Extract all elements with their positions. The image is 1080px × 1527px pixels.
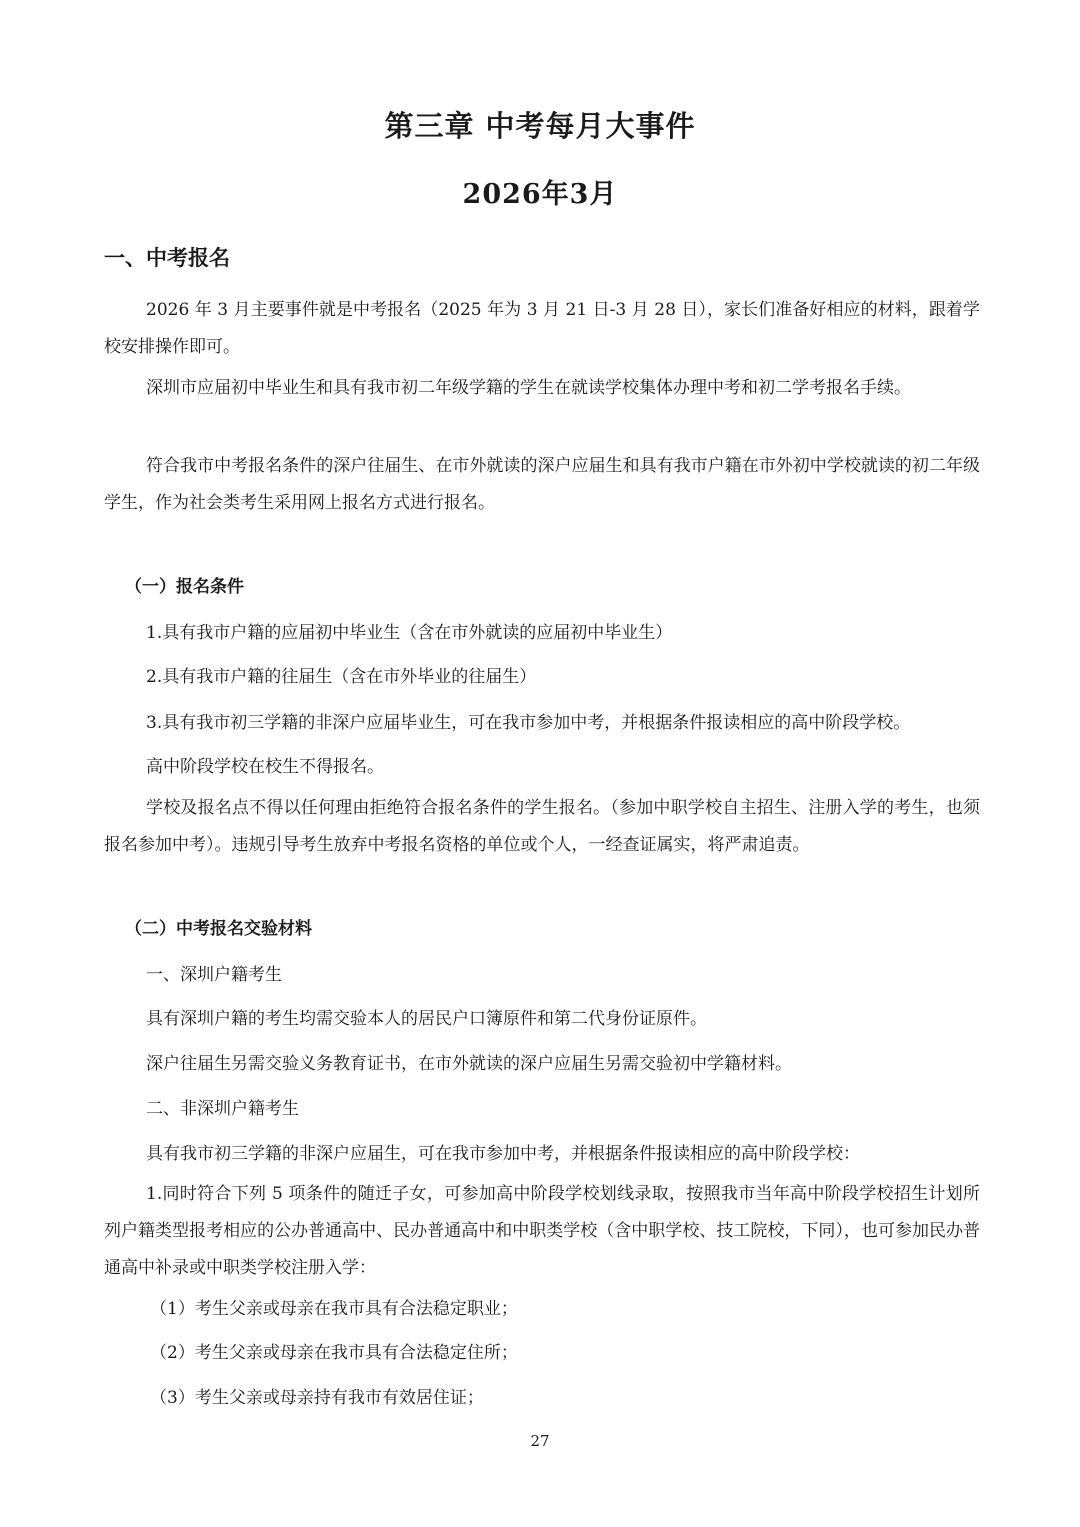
list-item: 2.具有我市户籍的往届生（含在市外毕业的往届生） <box>146 667 537 687</box>
condition-item: （2）考生父亲或母亲在我市具有合法稳定住所； <box>150 1343 518 1363</box>
subsection-heading-materials: （二）中考报名交验材料 <box>125 919 312 939</box>
page-number: 27 <box>530 1432 550 1450</box>
list-item: 一、深圳户籍考生 <box>146 965 282 985</box>
list-item: 具有我市初三学籍的非深户应届生，可在我市参加中考，并根据条件报读相应的高中阶段学校： <box>146 1144 860 1164</box>
month-title: 2026年3月 <box>462 179 618 210</box>
paragraph-condition-intro: 1.同时符合下列 5 项条件的随迁子女，可参加高中阶段学校划线录取，按照我市当年高中阶段学校招生计划所列户籍类型报考相应的公办普通高中、民办普通高中和中职类学校（含中职学校、技工院校，下同），也可参加民办普通高中补录或中职类学校注册入学： <box>104 1184 980 1278</box>
condition-item: （3）考生父亲或母亲持有我市有效居住证； <box>150 1388 484 1408</box>
paragraph-note: 学校及报名点不得以任何理由拒绝符合报名条件的学生报名。（参加中职学校自主招生、注册入学的考生，也须报名参加中考）。违规引导考生放弃中考报名资格的单位或个人，一经查证属实，将严肃追责。 <box>104 798 980 855</box>
chapter-title: 第三章 中考每月大事件 <box>384 109 696 143</box>
list-item: 二、非深圳户籍考生 <box>146 1099 299 1119</box>
list-item: 3.具有我市初三学籍的非深户应届毕业生，可在我市参加中考，并根据条件报读相应的高中阶段学校。 <box>146 713 911 733</box>
condition-item: （1）考生父亲或母亲在我市具有合法稳定职业； <box>150 1299 518 1319</box>
list-item: 1.具有我市户籍的应届初中毕业生（含在市外就读的应届初中毕业生） <box>146 623 673 643</box>
paragraph: 符合我市中考报名条件的深户往届生、在市外就读的深户应届生和具有我市户籍在市外初中学校就读的初二年级学生，作为社会类考生采用网上报名方式进行报名。 <box>104 456 980 513</box>
subsection-heading-conditions: （一）报名条件 <box>125 577 244 597</box>
paragraph: 深圳市应届初中毕业生和具有我市初二年级学籍的学生在就读学校集体办理中考和初二学考报名手续。 <box>146 378 911 398</box>
paragraph: 2026 年 3 月主要事件就是中考报名（2025 年为 3 月 21 日-3 月 28 日），家长们准备好相应的材料，跟着学校安排操作即可。 <box>104 300 980 357</box>
list-item: 具有深圳户籍的考生均需交验本人的居民户口簿原件和第二代身份证原件。 <box>146 1009 707 1029</box>
section-heading-registration: 一、中考报名 <box>104 245 230 270</box>
list-item: 高中阶段学校在校生不得报名。 <box>146 757 384 777</box>
list-item: 深户往届生另需交验义务教育证书，在市外就读的深户应届生另需交验初中学籍材料。 <box>146 1054 792 1074</box>
